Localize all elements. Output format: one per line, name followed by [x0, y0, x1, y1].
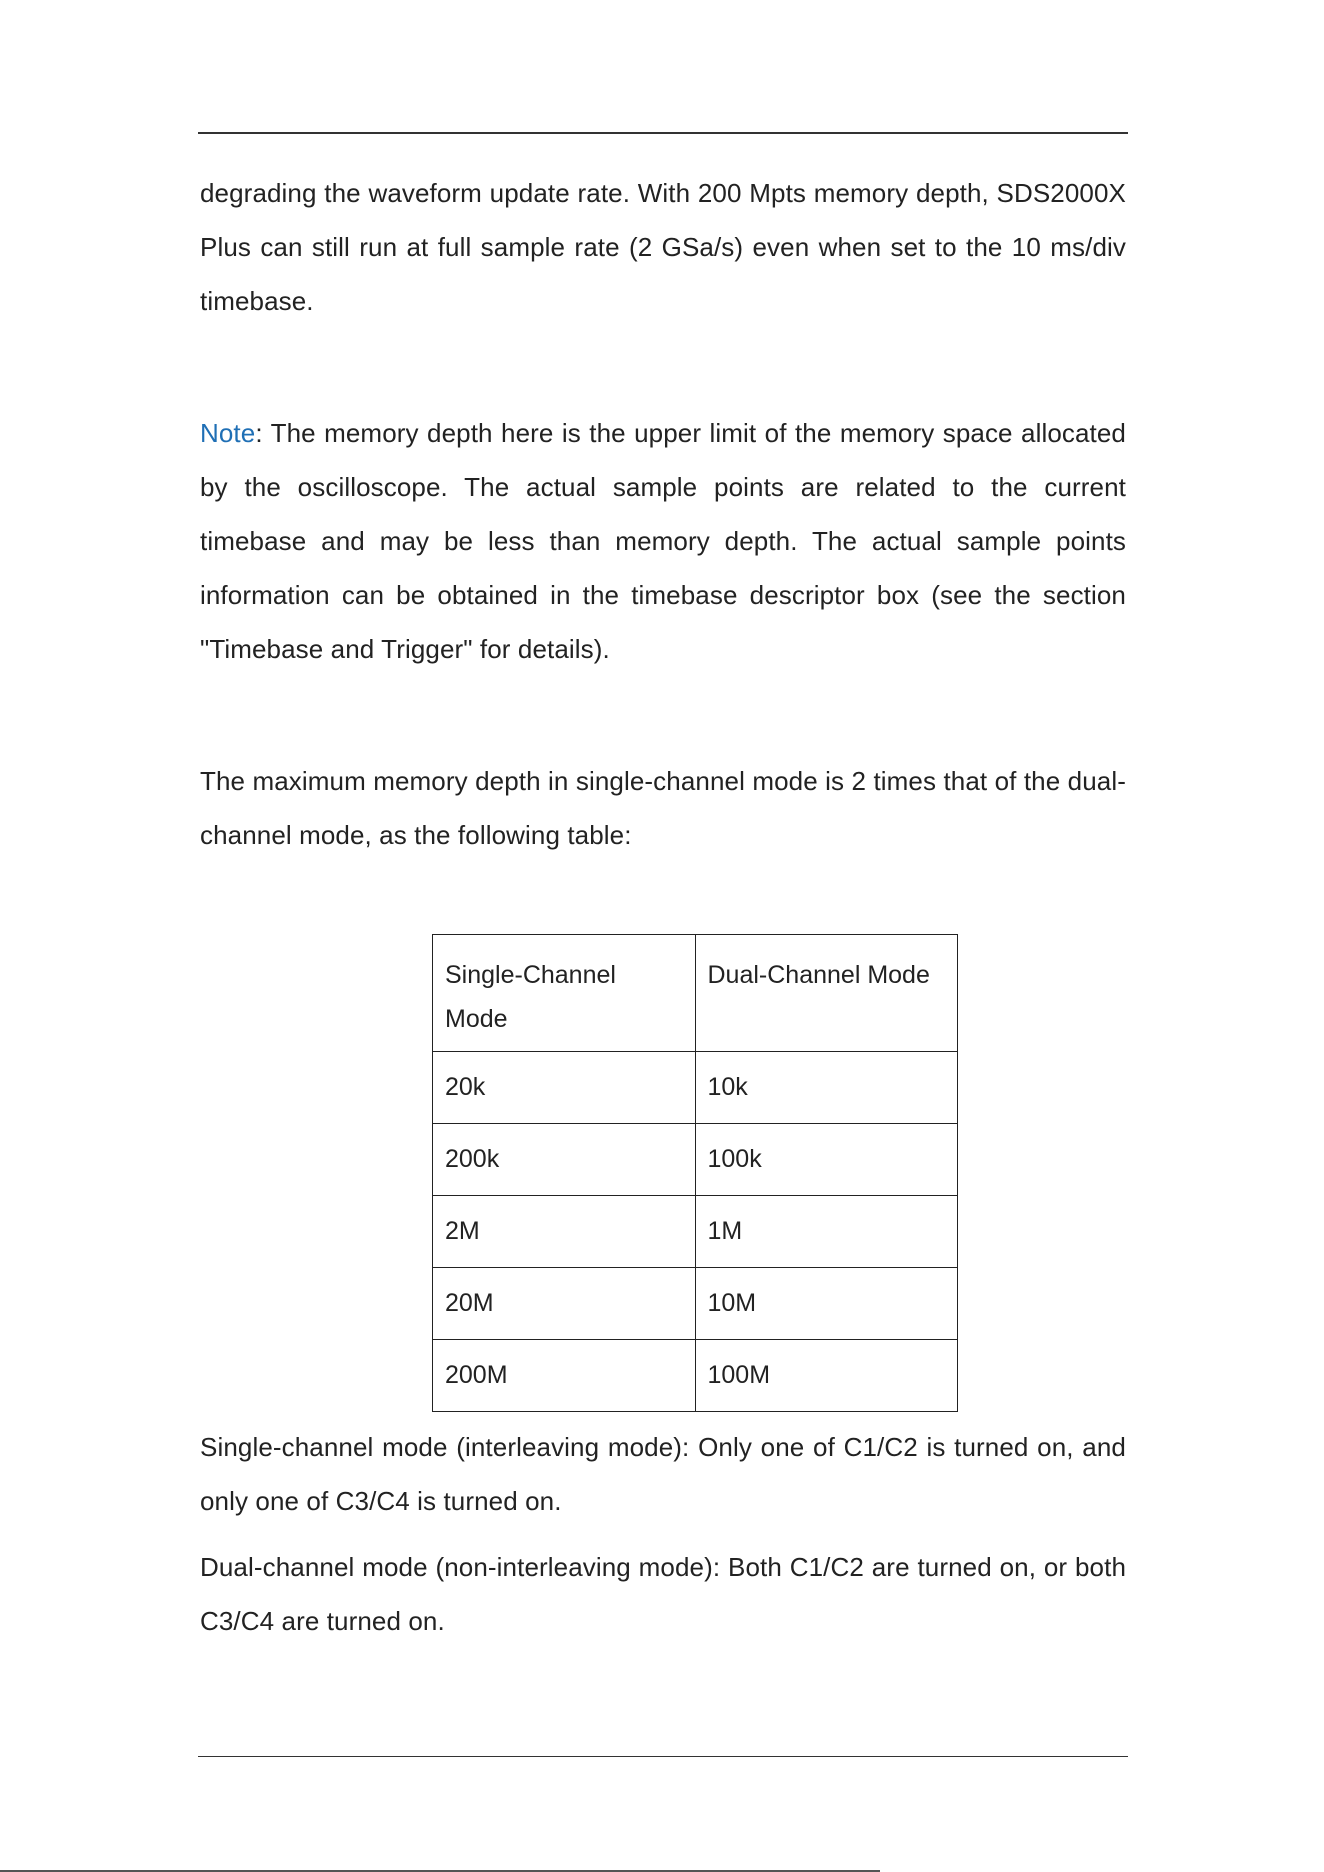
table-row [433, 1340, 958, 1412]
memory-depth-table [432, 934, 958, 1412]
table-cell-single: 200M [433, 1340, 696, 1412]
note-label: Note [200, 418, 256, 448]
table-cell-dual: 1M [695, 1196, 958, 1268]
table-header-row [433, 935, 958, 1052]
table-cell-single: 2M [433, 1196, 696, 1268]
table-row [433, 1124, 958, 1196]
table-cell-dual: 10k [695, 1052, 958, 1124]
paragraph-dual-channel-mode: Dual-channel mode (non-interleaving mode): Both C1/C2 are turned on, or both C3/C4 are turned on. [200, 1552, 1126, 1636]
table-cell-dual: 10M [695, 1268, 958, 1340]
paragraph-table-intro: The maximum memory depth in single-channel mode is 2 times that of the dual-channel mode, as the following table: [200, 766, 1126, 850]
table-cell-dual: 100M [695, 1340, 958, 1412]
table-cell-dual: 100k [695, 1124, 958, 1196]
table-cell-single: 200k [433, 1124, 696, 1196]
paragraph-single-channel-mode: Single-channel mode (interleaving mode): Only one of C1/C2 is turned on, and only one of C3/C4 is turned on. [200, 1432, 1126, 1516]
table-row [433, 1268, 958, 1340]
table-row [433, 1052, 958, 1124]
table-row [433, 1196, 958, 1268]
paragraph-waveform-update: degrading the waveform update rate. With 200 Mpts memory depth, SDS2000X Plus can still run at full sample rate (2 GSa/s) even when set to the 10 ms/div timebase. [200, 178, 1126, 316]
header-rule [198, 132, 1128, 134]
paragraph-note [200, 406, 1126, 676]
table-cell-single: 20k [433, 1052, 696, 1124]
table-header-cell: Dual-Channel Mode [695, 935, 958, 1052]
footer-rule [198, 1756, 1128, 1757]
table-cell-single: 20M [433, 1268, 696, 1340]
note-body: : The memory depth here is the upper limit of the memory space allocated by the oscilloscope. The actual sample points are related to the current timebase and may be less than memory depth. The actual sample points information can be obtained in the timebase descriptor box (see the section "Timebase and Trigger" for details). [200, 418, 1126, 664]
table-header-cell: Single-Channel Mode [433, 935, 696, 1052]
